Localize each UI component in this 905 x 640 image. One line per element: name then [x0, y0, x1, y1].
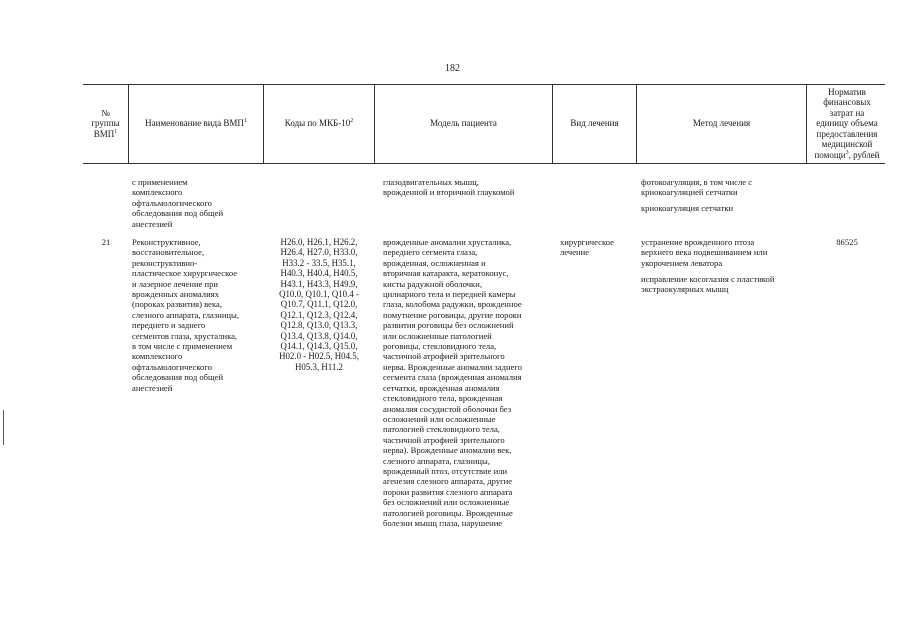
continued-vmp-name: с применением комплексного офтальмологического обследования под общей анестезией — [132, 177, 224, 229]
header-cost-norm-tail: , рублей — [848, 149, 880, 160]
cost-norm-21: 86525 — [836, 237, 858, 247]
header-patient-model-text: Модель пациента — [430, 118, 497, 129]
header-treatment-method-text: Метод лечения — [692, 118, 751, 129]
page-number: 182 — [445, 63, 460, 74]
table-header-bottom-border — [83, 163, 885, 164]
footnote-mark: 2 — [350, 118, 354, 125]
treatment-method-21a: устранение врожденного птоза верхнего века подвешиванием или укорочением леватора — [641, 237, 768, 268]
treatment-method-21b: исправление косоглазия с пластикой экстраокулярных мышц — [641, 274, 775, 295]
header-cost-norm-text: Норматив финансовых затрат на единицу объема предоставления медицинской помощи — [814, 86, 878, 160]
icd-codes-21: H26.0, H26.1, H26.2, H26.4, H27.0, H33.0, H33.2 - 33.5, H35.1, H40.3, H40.4, H40.5, H43.1, H43.3, H49.9, Q10.0, Q10.1, Q10.4 - Q10.7, Q11.1, Q12.0, Q12.1, Q12.3, Q12.4, Q12.8, Q13.0, Q13.3, Q13.4, Q13.8, Q14.0, Q14.1, Q14.3, Q15.0, H02.0 - H02.5, H04.5, H05.3, H11.2 — [279, 237, 359, 372]
header-cost-norm — [807, 84, 887, 163]
header-group-number — [83, 84, 128, 163]
header-treatment-type — [553, 84, 636, 163]
continued-patient-model: глазодвигательных мышц, врожденной и вторичной глаукомой — [383, 177, 515, 198]
header-treatment-method — [637, 84, 806, 163]
footnote-mark: 1 — [114, 128, 118, 135]
header-icd-codes-text: Коды по МКБ-10 — [284, 118, 351, 129]
scan-margin-mark — [3, 410, 4, 445]
header-group-number-text: № группы ВМП — [91, 107, 120, 139]
header-vmp-name-text: Наименование вида ВМП — [145, 118, 244, 129]
continued-method-1: фотокоагуляция, в том числе с криокоагуляцией сетчатки — [641, 177, 753, 198]
footnote-mark: 1 — [243, 118, 247, 125]
patient-model-21: врожденные аномалии хрусталика, переднего сегмента глаза, врожденная, осложненная и вторичная катаракта, кератоконус, кисты радужной оболочки, цилиарного тела и передней камеры глаза, колобома радужки, врожденное помутнение роговицы, другие пороки развития роговицы без осложнений или осложненные патологией роговицы, стекловидного тела, частичной атрофией зрительного нерва. Врожденные аномалии заднего сегмента глаза (врожденная аномалия сетчатки, врожденная аномалия стекловидного тела, врожденная аномалия сосудистой оболочки без осложнений или осложненные патологией стекловидного тела, частичной атрофией зрительного нерва). Врожденные аномалии век, слезного аппарата, глазницы, врожденный птоз, отсутствие или агенезия слезного аппарата, другие пороки развития слезного аппарата без осложнений или осложненные патологией роговицы. Врожденные болезни мышц глаза, нарушение — [383, 237, 522, 528]
header-vmp-name — [129, 84, 263, 163]
header-treatment-type-text: Вид лечения — [570, 118, 619, 129]
footnote-mark: 3 — [845, 149, 849, 156]
group-number-21: 21 — [101, 237, 111, 247]
vmp-name-21: Реконструктивное, восстановительное, реконструктивно- пластическое хирургическое и лазерное лечение при врожденных аномалиях (пороках развития) века, слезного аппарата, глазницы, переднего и заднего сегментов глаза, хрусталика, в том числе с применением комплексного офтальмологического обследования под общей анестезией — [132, 237, 239, 393]
treatment-type-21: хирургическое лечение — [560, 237, 614, 258]
header-icd-codes — [264, 84, 374, 163]
header-patient-model — [375, 84, 552, 163]
continued-method-2: криокоагуляция сетчатки — [641, 203, 734, 213]
